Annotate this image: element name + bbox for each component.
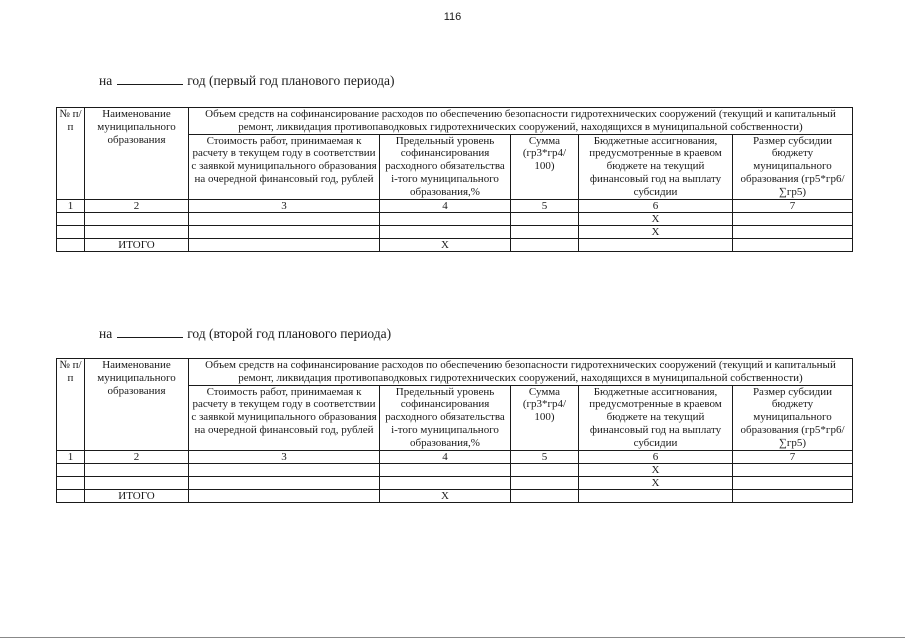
header-budget-allocations: Бюджетные ассигнования, предусмотренные в краевом бюджете на текущий финансовый год на выплату субсидии	[579, 134, 733, 199]
column-number: 7	[733, 450, 853, 463]
table-cell: X	[579, 225, 733, 238]
column-number: 4	[380, 450, 511, 463]
table-cell: X	[579, 212, 733, 225]
table-cell	[85, 463, 189, 476]
table-cell	[733, 225, 853, 238]
table-cell	[733, 463, 853, 476]
column-number: 3	[189, 450, 380, 463]
table-cell	[189, 212, 380, 225]
table-cell	[511, 476, 579, 489]
table-cell	[57, 476, 85, 489]
header-municipality-name: Наименование муниципального образования	[85, 359, 189, 451]
table-cell: X	[579, 463, 733, 476]
table-cell	[189, 238, 380, 251]
table-row	[57, 463, 853, 476]
page-bottom-divider	[0, 637, 905, 638]
heading-prefix: на	[99, 326, 113, 341]
column-number: 7	[733, 199, 853, 212]
table-cell: X	[380, 489, 511, 502]
table-cell	[511, 212, 579, 225]
table-cell	[733, 489, 853, 502]
column-number: 2	[85, 199, 189, 212]
table-cell	[511, 489, 579, 502]
table-cell	[733, 476, 853, 489]
subsidy-table-first-year	[56, 107, 853, 252]
table-cell	[733, 238, 853, 251]
column-number: 6	[579, 450, 733, 463]
table-row	[57, 225, 853, 238]
table-cell: X	[579, 476, 733, 489]
total-row	[57, 489, 853, 502]
header-funding-group: Объем средств на софинансирование расходов по обеспечению безопасности гидротехнических сооружений (текущий и капитальный ремонт, ликвидация противопаводковых гидротехнических сооружений, находящихся в муниципальной собственности)	[189, 359, 853, 386]
column-number: 4	[380, 199, 511, 212]
column-number: 1	[57, 199, 85, 212]
header-sum: Сумма (гр3*гр4/ 100)	[511, 134, 579, 199]
header-cofinancing-level: Предельный уровень софинансирования расходного обязательства i-того муниципального образования,%	[380, 385, 511, 450]
header-municipality-name: Наименование муниципального образования	[85, 108, 189, 200]
table-cell	[189, 463, 380, 476]
heading-suffix: год (первый год планового периода)	[187, 73, 395, 88]
page-number: 116	[443, 11, 462, 23]
table-cell	[57, 489, 85, 502]
table-cell	[57, 212, 85, 225]
table-cell	[57, 225, 85, 238]
subsidy-table-second-year	[56, 358, 853, 503]
table-cell	[57, 238, 85, 251]
table-cell	[85, 476, 189, 489]
header-funding-group: Объем средств на софинансирование расходов по обеспечению безопасности гидротехнических сооружений (текущий и капитальный ремонт, ликвидация противопаводковых гидротехнических сооружений, находящихся в муниципальной собственности)	[189, 108, 853, 135]
column-number: 6	[579, 199, 733, 212]
header-work-cost: Стоимость работ, принимаемая к расчету в текущем году в соответствии с заявкой муниципального образования на очередной финансовый год, рублей	[189, 385, 380, 450]
table-cell	[189, 489, 380, 502]
table-cell	[579, 489, 733, 502]
table-row	[57, 212, 853, 225]
column-number: 5	[511, 199, 579, 212]
section-heading-second-year	[99, 325, 391, 342]
column-number: 1	[57, 450, 85, 463]
header-cofinancing-level: Предельный уровень софинансирования расходного обязательства i-того муниципального образования,%	[380, 134, 511, 199]
table-cell	[511, 463, 579, 476]
header-sum: Сумма (гр3*гр4/ 100)	[511, 385, 579, 450]
table-cell: X	[380, 238, 511, 251]
table-cell	[380, 463, 511, 476]
heading-suffix: год (второй год планового периода)	[187, 326, 392, 341]
header-subsidy-size: Размер субсидии бюджету муниципального образования (гр5*гр6/∑гр5)	[733, 385, 853, 450]
year-blank-line	[117, 72, 183, 85]
table-row	[57, 476, 853, 489]
table-cell	[189, 225, 380, 238]
table-cell	[85, 225, 189, 238]
header-row-number: № п/п	[57, 359, 85, 451]
table-cell	[733, 212, 853, 225]
table-cell	[85, 212, 189, 225]
column-numbers-row	[57, 199, 853, 212]
year-blank-line	[117, 325, 183, 338]
table-cell	[380, 476, 511, 489]
column-number: 2	[85, 450, 189, 463]
heading-prefix: на	[99, 73, 113, 88]
table-cell	[189, 476, 380, 489]
total-row	[57, 238, 853, 251]
section-heading-first-year	[99, 72, 395, 89]
column-number: 5	[511, 450, 579, 463]
table-cell	[511, 238, 579, 251]
header-subsidy-size: Размер субсидии бюджету муниципального образования (гр5*гр6/∑гр5)	[733, 134, 853, 199]
header-budget-allocations: Бюджетные ассигнования, предусмотренные в краевом бюджете на текущий финансовый год на выплату субсидии	[579, 385, 733, 450]
column-number: 3	[189, 199, 380, 212]
header-work-cost: Стоимость работ, принимаемая к расчету в текущем году в соответствии с заявкой муниципального образования на очередной финансовый год, рублей	[189, 134, 380, 199]
total-label: ИТОГО	[85, 238, 189, 251]
table-cell	[57, 463, 85, 476]
table-cell	[511, 225, 579, 238]
header-row-number: № п/п	[57, 108, 85, 200]
table-cell	[579, 238, 733, 251]
table-cell	[380, 212, 511, 225]
column-numbers-row	[57, 450, 853, 463]
table-cell	[380, 225, 511, 238]
total-label: ИТОГО	[85, 489, 189, 502]
